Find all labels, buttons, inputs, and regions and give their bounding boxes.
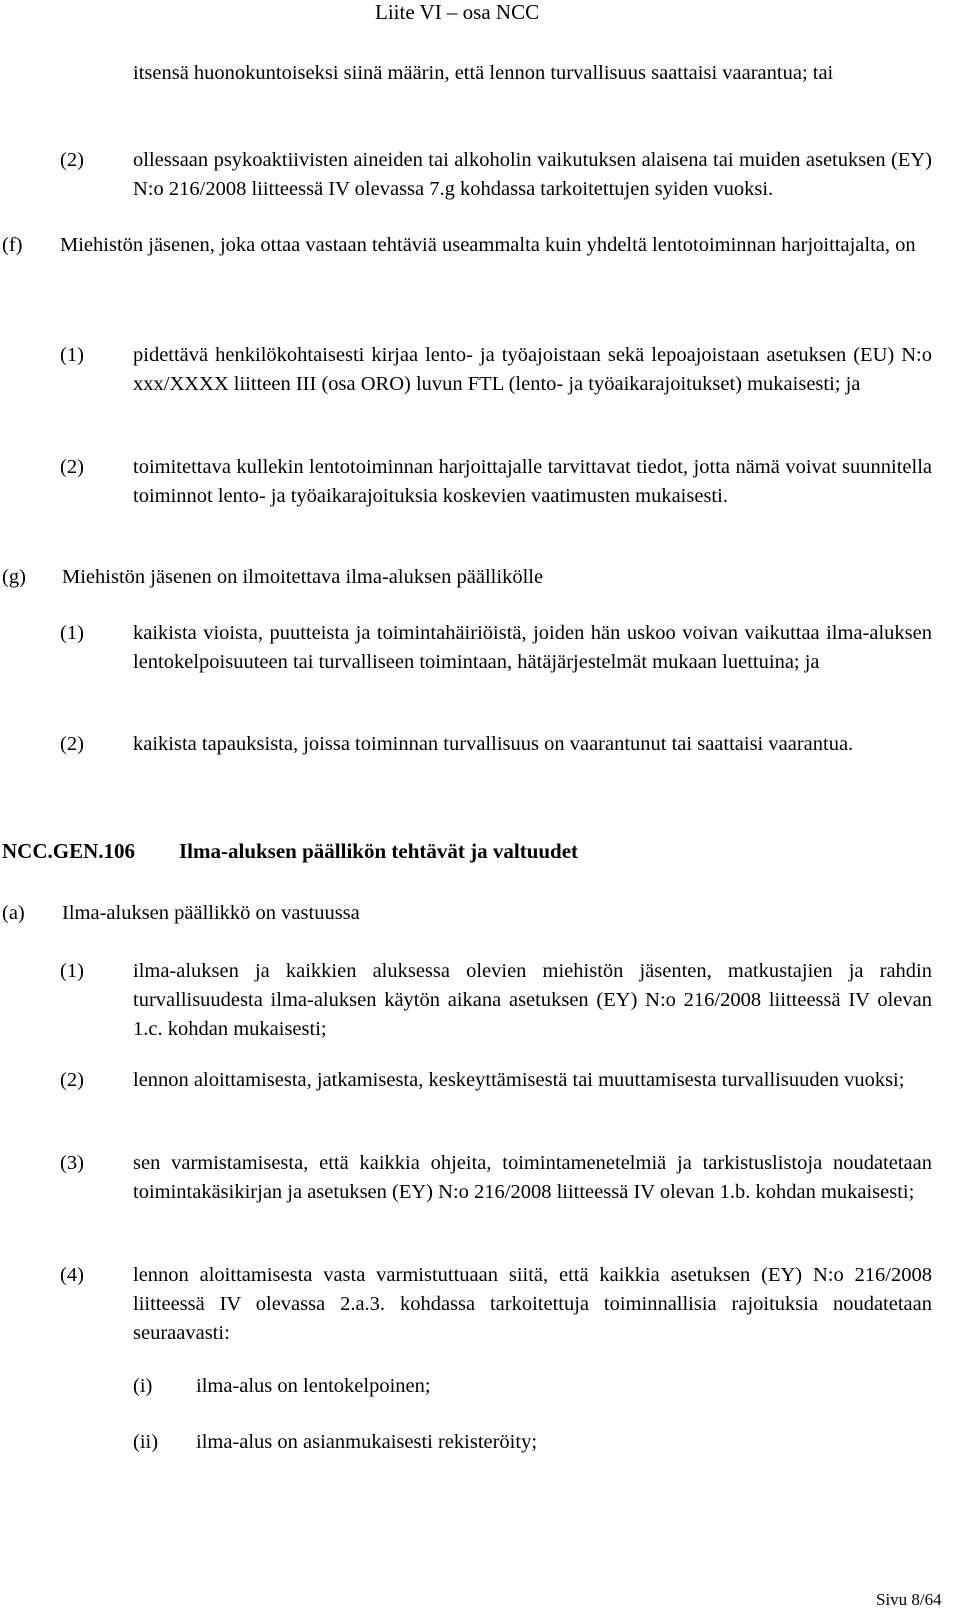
subitem-i: ilma-alus on lentokelpoinen; [196,1375,431,1397]
paragraph-e1-tail: itsensä huonokuntoiseksi siinä määrin, että lennon turvallisuus saattaisi vaarantua; tai [133,62,834,84]
section-a-text: Ilma-aluksen päällikkö on vastuussa [62,902,360,924]
subitem-label: (ii) [133,1431,159,1453]
list-item-a3: sen varmistamisesta, että kaikkia ohjeita, toimintamenetelmiä ja tarkistuslistoja noudatetaan toimintakäsikirjan ja asetuksen (EY) N:o 216/2008 liitteessä IV olevan 1.b. kohdan mukaisesti; [133,1152,932,1203]
list-item-a2: lennon aloittamisesta, jatkamisesta, keskeyttämisestä tai muuttamisesta turvallisuuden vuoksi; [133,1069,905,1091]
section-g-text: Miehistön jäsenen on ilmoitettava ilma-aluksen päällikölle [62,566,544,588]
list-item-a1: ilma-aluksen ja kaikkien aluksessa olevien miehistön jäsenten, matkustajien ja rahdin turvallisuudesta ilma-aluksen käytön aikana asetuksen (EY) N:o 216/2008 liitteessä IV olevan 1.c. kohdan mukaisesti; [133,960,932,1040]
item-label: (1) [60,960,84,982]
section-title: Ilma-aluksen päällikön tehtävät ja valtuudet [179,839,579,863]
list-item-a4: lennon aloittamisesta vasta varmistuttuaan siitä, että kaikkia asetuksen (EY) N:o 216/2008 liitteessä IV olevassa 2.a.3. kohdassa tarkoitettuja toiminnallisia rajoituksia noudatetaan seuraavasti: [133,1264,932,1344]
section-label-g: (g) [2,566,26,588]
list-item-f1: pidettävä henkilökohtaisesti kirjaa lento- ja työajoistaan sekä lepoajoistaan asetuksen (EU) N:o xxx/XXXX liitteen III (osa ORO) luvun FTL (lento- ja työaikarajoitukset) mukaisesti; ja [133,344,932,395]
item-label: (1) [60,344,84,366]
list-item-g1: kaikista vioista, puutteista ja toimintahäiriöistä, joiden hän uskoo voivan vaikuttaa ilma-aluksen lentokelpoisuuteen tai turvalliseen toimintaan, hätäjärjestelmät mukaan luettuina; ja [133,622,932,673]
item-label: (1) [60,622,84,644]
item-label: (3) [60,1152,84,1174]
page-number: Sivu 8/64 [876,1590,942,1609]
item-label: (2) [60,149,84,171]
subitem-ii: ilma-alus on asianmukaisesti rekisteröity; [196,1431,538,1453]
section-label-a: (a) [2,902,25,924]
section-label-f: (f) [2,234,23,256]
section-code: NCC.GEN.106 [2,839,136,863]
list-item-f2: toimitettava kullekin lentotoiminnan harjoittajalle tarvittavat tiedot, jotta nämä voivat suunnitella toiminnot lento- ja työaikarajoituksia koskevien vaatimusten mukaisesti. [133,456,932,507]
item-label: (2) [60,1069,84,1091]
paragraph-e2: ollessaan psykoaktiivisten aineiden tai alkoholin vaikutuksen alaisena tai muiden asetuksen (EY) N:o 216/2008 liitteessä IV olevassa 7.g kohdassa tarkoitettujen syiden vuoksi. [133,149,932,200]
item-label: (2) [60,456,84,478]
page-header: Liite VI – osa NCC [375,0,540,24]
item-label: (2) [60,733,84,755]
subitem-label: (i) [133,1375,153,1397]
section-f-text: Miehistön jäsenen, joka ottaa vastaan tehtäviä useammalta kuin yhdeltä lentotoiminnan harjoittajalta, on [60,234,916,256]
list-item-g2: kaikista tapauksista, joissa toiminnan turvallisuus on vaarantunut tai saattaisi vaarantua. [133,733,854,755]
item-label: (4) [60,1264,84,1286]
